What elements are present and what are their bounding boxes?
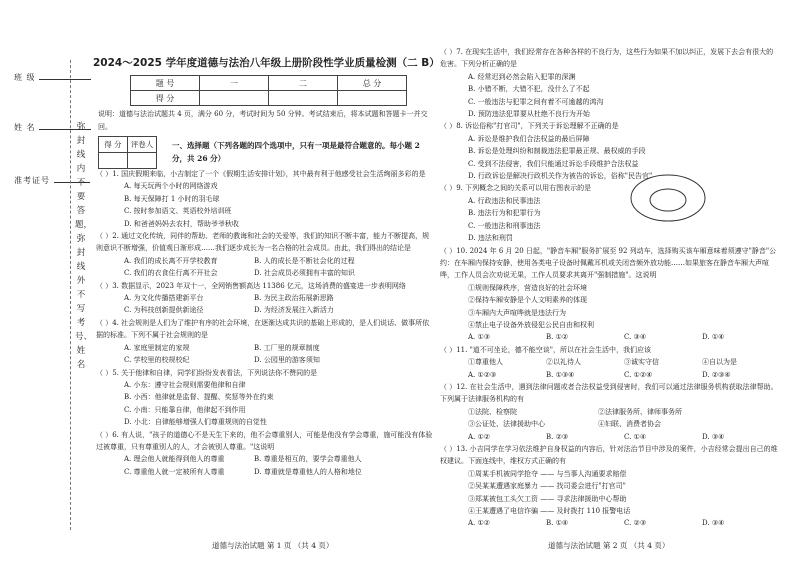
score-cell: 得 分 [131,91,200,106]
answer-option: A. 理会他人就能得到他人的尊重 [124,455,225,464]
instructions: 说明：道德与法治试题共 4 页，满分 60 分，考试时间为 50 分钟。考试结束后，将本试题和答题卡一并交回。 [98,110,428,131]
answer-option: A. 我们的成长离不开学校教育 [124,256,218,265]
answer-option: B. 每天保障打 1 小时的羽毛球 [124,194,220,203]
answer-option: C. 我们的衣食住行离不开社会 [124,269,218,278]
answer-option: A. ①② [468,432,491,441]
option-row [96,354,434,366]
option-row [440,517,780,529]
answer-option: ②法律服务所、律师事务所 [598,407,682,416]
answer-option: B. 小西：他律就是监督、提醒、奖惩等外在约束 [124,393,274,402]
answer-option: ①规则保障秩序，营造良好的社会环境 [468,283,587,292]
answer-option: D. 小北：自律能够增强人们尊重规则的自觉性 [124,418,267,427]
answer-option: C. 受到不法侵害，我们只能通过诉讼手段维护合法权益 [468,159,639,168]
answer-option: ②吴某某遭遇家庭暴力 —— 找司委会进行"打官司" [468,482,626,491]
reviewer-table [98,136,157,169]
option-row [96,304,434,316]
answer-option: C. ②③ [624,519,647,528]
reviewer-cell [99,153,128,169]
question-stem: （ ）4. 社会规则是人们为了维护有序的社会环境，在逐渐达成共识的基础上形成的，是人们说话、做事所依据的标准。下列不属于社会规则的是 [96,318,430,340]
answer-option: B. 诉讼是处理纠纷和制裁违法犯罪最正规、最权威的手段 [468,147,646,156]
answer-option: C. 尊重他人就一定被所有人尊重 [124,467,225,476]
score-table [130,75,407,106]
option-row [440,418,780,430]
question-stem: （ ）7. 在现实生活中，我们经常存在各种各样的不良行为，这些行为如果不加以纠正，发展下去会有很大的危害。下列分析正确的是 [440,48,774,69]
answer-option: B. 违法行为和犯罪行为 [468,209,541,218]
reviewer-cell: 得 分 [99,137,128,153]
option-row [96,292,434,304]
answer-option: D. 社会成员必须拥有丰富的知识 [254,269,355,278]
question-stem: （ ）8. 诉讼俗称"打官司"，下列关于诉讼理解不正确的是 [440,122,619,131]
answer-option: D. ③④ [702,519,725,528]
answer-option: A. ①③ [468,333,491,342]
reviewer-cell [128,153,157,169]
name-label: 姓 名 [14,123,36,132]
answer-option: ①法院、检察院 [468,407,517,416]
answer-option: ④禁止电子设备外放侵犯公民自由和权利 [468,320,594,329]
question-stem: （ ）9. 下列概念之间的关系可以用右图表示的是 [440,184,592,193]
option-row [96,267,434,279]
answer-option: D. ②③④ [702,370,731,379]
venn-diagram [628,172,708,224]
answer-option: A. 家庭里制定的家规 [124,343,190,352]
binding-note: 弥封线内不要答题，弥封线外不写考号、姓名 [75,122,93,370]
answer-option: B. ①② [546,333,569,342]
answer-option: D. 和爸爸妈妈去农村，帮助爷爷秋收 [124,219,239,228]
option-row [96,255,434,267]
answer-option: A. 每天玩两个小时的网络游戏 [124,182,218,191]
option-row [440,356,780,368]
question-stem: （ ）6. 有人说，"孩子的道德心不是天生下来的，他不会尊重别人，可能是他没有学会尊重，施可能没有体验过被尊重，只有尊重别人的人，才会被别人尊重。"这说明 [96,430,433,451]
question-stem: （ ）11. "道不可坐论，德不能空谈"，所以在社会生活中，我们应该 [440,345,652,354]
answer-option: ②以礼待人 [546,358,581,367]
score-cell [200,91,269,106]
class-label: 班 级 [14,73,36,82]
answer-option: ②保持车厢安静是个人文明素养的体现 [468,296,587,305]
answer-option: C. 小南：只能靠自律，他律起不到作用 [124,405,246,414]
answer-option: ④妇联、消费者协会 [598,420,661,429]
answer-option: ③诚实守信 [624,358,659,367]
answer-option: B. ②③ [546,432,569,441]
footer-left: 道德与法治试题 第 1 页 （共 4 页） [212,541,334,550]
question-stem: （ ）3. 数据显示，2023 年双十一，全网销售额高达 11386 亿元，这场消费的盛宴进一步表明网络 [96,281,406,290]
answer-option: ①周某手机被同学抢夺 —— 与当事人沟通要求赔偿 [468,469,627,478]
answer-option: A. ①②③ [468,370,497,379]
score-cell: 总 分 [338,76,407,91]
answer-option: A. 为文化传播搭建新平台 [124,294,204,303]
answer-option: D. 行政诉讼是解决行政机关作为被告的诉讼，俗称"民告官" [468,172,653,181]
question-stem: （ ）1. 国庆假期来临，小吉制定了一个《假期生活安排计划》，其中最有利于他感受社会生活绚丽多彩的是 [96,170,426,178]
score-cell [269,91,338,106]
score-cell [338,91,407,106]
option-row [440,369,780,381]
answer-option: A. 小东：遵守社会规则需要他律和自律 [124,380,246,389]
answer-option: A. ①② [468,519,491,528]
answer-option: D. ①④ [702,333,725,342]
answer-option: B. 小错不断，大错不犯，没什么了不起 [468,85,590,94]
answer-option: D. 尊重就是尊重他人的人格和地位 [254,467,362,476]
answer-option: ④自以为是 [702,358,737,367]
class-field [14,72,91,83]
question-stem: （ ）12. 在社会生活中，遇到法律问题或者合法权益受到侵害时，我们可以通过法律服务机构获取法律帮助。下列属于法律服务机构的有 [440,382,778,404]
answer-option: ③公证处、法律援助中心 [468,420,545,429]
question-stem: （ ）2. 通过文化传统，同伴的帮助、老师的教诲和社会的关爱等，我们的知识不断丰富，能力不断提高，规则意识不断增强，价值观日渐形成……我们逐步成长为一名合格的社会成员。由此，我们得出的结论是 [96,232,430,253]
answer-option: B. 为民主政治拓展新思路 [254,294,334,303]
answer-option: C. 一般违法和刑事违法 [468,221,541,230]
answer-option: D. ③④ [702,432,725,441]
option-row [440,431,780,443]
answer-option: A. 经常迟到必然会陷入犯罪的深渊 [468,72,576,81]
binding-line [70,60,71,530]
answer-option: B. 工厂里的规章制度 [254,343,320,352]
option-row [440,331,780,343]
answer-option: B. ①③④ [546,370,575,379]
answer-option: D. 预防违法犯罪要从杜绝不良行为开始 [468,110,590,119]
question-stem: （ ）13. 小吉同学在学习依法维护自身权益的内容后，针对法治节目中涉及的案件，小吉经常会提出自己的维权建议。下面连线中，维权方式正确的有 [440,445,778,466]
answer-option: ①尊重他人 [468,358,503,367]
answer-option: ④王某遭遇了电信诈骗 —— 及时拨打 110 报警电话 [468,507,631,516]
option-row [96,466,434,478]
class-line [39,79,91,80]
score-cell: 题 号 [131,76,200,91]
outer-ellipse [631,175,705,221]
section-heading: 一、选择题（下列各题的四个选项中，只有一项是最符合题意的。每小题 2 分，共 26 分） [172,141,420,163]
answer-option: A. 行政违法和民事违法 [468,196,541,205]
page-title: 2024～2025 学年度道德与法治八年级上册阶段性学业质量检测（二 B） [93,57,440,69]
answer-option: D. 为经济发展注入新活力 [254,306,334,315]
footer-right: 道德与法治试题 第 2 页 （共 4 页） [548,541,670,550]
answer-option: D. 违法和刑罚 [468,234,513,243]
option-row [440,406,780,418]
score-cell: 一 [200,76,269,91]
answer-option: C. 学校里的校规校纪 [124,356,190,365]
answer-option: ③车厢内大声喧哗就是违法行为 [468,308,566,317]
answer-option: B. 尊重是相互的，要学会尊重他人 [254,455,362,464]
question-stem: （ ）5. 关于他律和自律，同学们纷纷发表看法，下列说法你不赞同的是 [96,368,318,377]
answer-option: C. ①④ [624,432,647,441]
answer-option: A. 诉讼是维护我们合法权益的最后屏障 [468,134,590,143]
reviewer-cell: 评卷人 [128,137,157,153]
right-column [440,46,780,530]
answer-option: B. ①④ [546,519,569,528]
answer-option: B. 人的成长是不断社会化的过程 [254,256,355,265]
answer-option: C. 按时参加语文、英语校外培训班 [124,207,232,216]
option-row [96,453,434,465]
inner-ellipse [650,189,686,211]
left-column [96,168,434,478]
score-cell: 二 [269,76,338,91]
question-stem: （ ）10. 2024 年 6 月 20 日起，"静音车厢"服务扩展至 92 列动车，选择购买该车厢意味着须遵守"静音"公约：在车厢内保持安静，使用各类电子设备时佩戴耳机或关闭音频外放功能……如果旅客在静音车厢大声喧哗，工作人员会次劝说无果，工作人员要求其离开"强制措施"。这说明 [440,246,777,280]
answer-option: C. ①②④ [624,370,653,379]
answer-option: C. ③④ [624,333,647,342]
exam-no-label: 准考证号 [14,176,50,185]
score-header-row [131,76,407,91]
answer-option: C. 一般违法与犯罪之间有着不可逾越的鸿沟 [468,97,604,106]
answer-option: D. 公园里的游客须知 [254,356,320,365]
answer-option: ③郑某被包工头欠工资 —— 寻求法律援助中心帮助 [468,494,627,503]
answer-option: C. 为科技创新提供新途径 [124,306,204,315]
option-row [96,342,434,354]
score-value-row [131,91,407,106]
